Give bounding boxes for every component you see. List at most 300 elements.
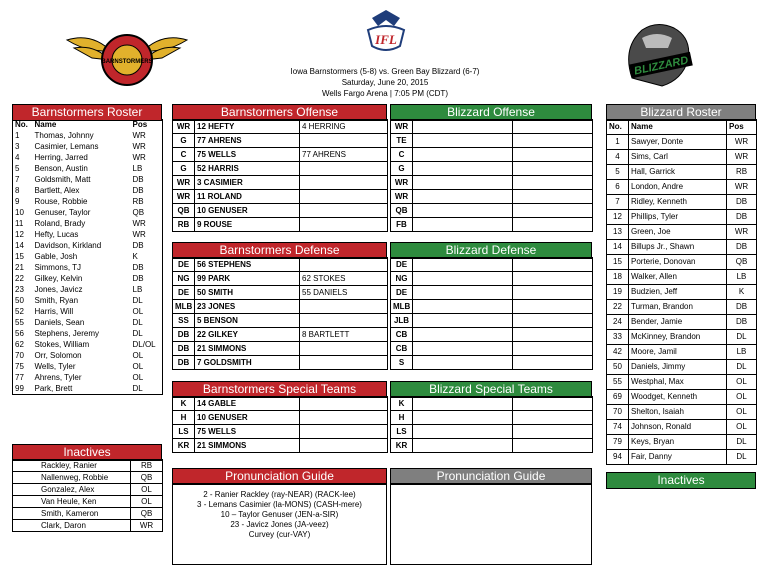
player-name: Keys, Bryan <box>629 435 727 450</box>
starter: 99 PARK <box>195 272 300 286</box>
inactive-name: Clark, Daron <box>13 520 131 532</box>
player-name: Roland, Brady <box>34 218 86 228</box>
table-row <box>607 150 757 165</box>
barnstormers-special-table <box>172 396 388 453</box>
barnstormers-pronunciation-header: Pronunciation Guide <box>172 468 387 485</box>
player-pos: DB <box>131 185 163 196</box>
barnstormers-defense-table <box>172 257 388 370</box>
table-row <box>173 218 388 232</box>
player-pos: DB <box>727 315 757 330</box>
player-pos: DL/OL <box>131 339 163 350</box>
backup <box>300 204 388 218</box>
player-pos: DL <box>131 383 163 395</box>
col-number: No. <box>607 120 629 135</box>
backup <box>513 286 593 300</box>
player-number: 12 <box>607 210 629 225</box>
player-number: 4 <box>607 150 629 165</box>
matchup-title: Iowa Barnstormers (5-8) vs. Green Bay Blizzard (6-7) <box>290 67 480 76</box>
player-pos: DB <box>727 210 757 225</box>
position: WR <box>391 190 413 204</box>
table-row <box>13 350 163 361</box>
barnstormers-offense-table <box>172 119 388 232</box>
player-pos: DL <box>131 295 163 306</box>
barnstormers-inactives-header: Inactives <box>12 444 162 461</box>
player-name: Daniels, Jimmy <box>629 360 727 375</box>
table-row <box>173 411 388 425</box>
player-number: 15 <box>607 255 629 270</box>
inactive-pos: OL <box>131 484 163 496</box>
table-row <box>607 195 757 210</box>
table-row <box>13 207 163 218</box>
position: JLB <box>391 314 413 328</box>
pronunciation-line: Curvey (cur-VAY) <box>248 530 311 539</box>
player-pos: DB <box>727 240 757 255</box>
player-name: Rouse, Robbie <box>34 196 88 206</box>
table-row <box>13 262 163 273</box>
table-row <box>391 272 593 286</box>
table-row <box>391 134 593 148</box>
backup: 55 DANIELS <box>300 286 388 300</box>
player-name: Davidson, Kirkland <box>34 240 102 250</box>
backup <box>513 218 593 232</box>
backup <box>513 425 593 439</box>
table-row <box>607 300 757 315</box>
player-pos: DB <box>131 262 163 273</box>
starter <box>413 258 513 272</box>
player-number: 50 <box>607 360 629 375</box>
player-number: 22 <box>607 300 629 315</box>
starter: 21 SIMMONS <box>195 342 300 356</box>
inactive-pos: OL <box>131 496 163 508</box>
player-name: Budzien, Jeff <box>629 285 727 300</box>
table-row <box>13 317 163 328</box>
position: SS <box>173 314 195 328</box>
inactive-name: Gonzalez, Alex <box>13 484 131 496</box>
starter <box>413 328 513 342</box>
player-name: Stephens, Jeremy <box>34 328 99 338</box>
player-number: 11 <box>13 218 33 229</box>
starter: 52 HARRIS <box>195 162 300 176</box>
table-row <box>391 425 593 439</box>
table-row <box>607 435 757 450</box>
player-number: 79 <box>607 435 629 450</box>
position: DB <box>173 356 195 370</box>
table-row <box>607 390 757 405</box>
backup <box>513 258 593 272</box>
game-date: Saturday, June 20, 2015 <box>341 78 429 87</box>
table-row <box>173 300 388 314</box>
player-number: 12 <box>13 229 33 240</box>
player-name: McKinney, Brandon <box>629 330 727 345</box>
position: G <box>173 134 195 148</box>
player-number: 50 <box>13 295 33 306</box>
position: DB <box>173 342 195 356</box>
player-name: Phillips, Tyler <box>629 210 727 225</box>
table-row <box>607 210 757 225</box>
table-row <box>13 273 163 284</box>
table-row <box>607 225 757 240</box>
position: H <box>391 411 413 425</box>
table-row <box>173 258 388 272</box>
table-row <box>173 190 388 204</box>
starter <box>413 176 513 190</box>
table-row <box>13 163 163 174</box>
player-pos: QB <box>727 255 757 270</box>
inactive-name: Van Heule, Ken <box>13 496 131 508</box>
starter <box>413 286 513 300</box>
table-row <box>173 162 388 176</box>
player-pos: LB <box>131 163 163 174</box>
table-row <box>391 356 593 370</box>
starter <box>413 425 513 439</box>
player-pos: DB <box>131 240 163 251</box>
inactive-pos: QB <box>131 472 163 484</box>
starter <box>413 397 513 411</box>
player-name: Harris, Will <box>34 306 74 316</box>
blizzard-pronunciation-box <box>390 483 592 565</box>
blizzard-defense-table <box>390 257 593 370</box>
table-row <box>607 315 757 330</box>
table-row <box>13 229 163 240</box>
position: DE <box>173 258 195 272</box>
position: WR <box>173 120 195 134</box>
position: S <box>391 356 413 370</box>
player-number: 14 <box>607 240 629 255</box>
player-number: 55 <box>607 375 629 390</box>
player-number: 1 <box>607 135 629 150</box>
table-row <box>13 306 163 317</box>
player-pos: OL <box>131 372 163 383</box>
player-pos: DB <box>727 300 757 315</box>
blizzard-offense-table <box>390 119 593 232</box>
table-row <box>173 134 388 148</box>
player-name: Porterie, Donovan <box>629 255 727 270</box>
player-name: Green, Joe <box>629 225 727 240</box>
player-name: Ridley, Kenneth <box>629 195 727 210</box>
player-pos: DL <box>727 330 757 345</box>
player-name: Westphal, Max <box>629 375 727 390</box>
table-row <box>173 397 388 411</box>
backup <box>513 162 593 176</box>
table-row <box>391 176 593 190</box>
player-name: Woodget, Kenneth <box>629 390 727 405</box>
table-row <box>173 286 388 300</box>
table-row <box>173 425 388 439</box>
position: CB <box>391 328 413 342</box>
player-name: Sims, Carl <box>629 150 727 165</box>
backup <box>300 258 388 272</box>
player-number: 14 <box>13 240 33 251</box>
player-pos: LB <box>131 284 163 295</box>
player-pos: WR <box>131 218 163 229</box>
player-number: 6 <box>607 180 629 195</box>
player-number: 69 <box>607 390 629 405</box>
position: DE <box>391 258 413 272</box>
table-row <box>13 508 163 520</box>
starter: 7 GOLDSMITH <box>195 356 300 370</box>
backup <box>300 190 388 204</box>
ifl-logo <box>360 8 412 60</box>
starter <box>413 218 513 232</box>
table-row <box>173 328 388 342</box>
position: MLB <box>173 300 195 314</box>
blizzard-defense-header: Blizzard Defense <box>390 242 592 259</box>
inactive-name: Nallenweg, Robbie <box>13 472 131 484</box>
player-pos: OL <box>727 420 757 435</box>
player-number: 70 <box>607 405 629 420</box>
player-name: Walker, Allen <box>629 270 727 285</box>
position: G <box>391 162 413 176</box>
backup <box>513 314 593 328</box>
starter: 9 ROUSE <box>195 218 300 232</box>
player-number: 18 <box>607 270 629 285</box>
backup <box>513 120 593 134</box>
player-name: Bender, Jamie <box>629 315 727 330</box>
starter <box>413 272 513 286</box>
starter: 3 CASIMIER <box>195 176 300 190</box>
table-row <box>391 148 593 162</box>
position: DE <box>173 286 195 300</box>
player-pos: WR <box>727 225 757 240</box>
table-row <box>173 204 388 218</box>
table-row <box>607 255 757 270</box>
position: DE <box>391 286 413 300</box>
table-row <box>391 204 593 218</box>
pronunciation-line: 3 - Lemans Casimier (la-MONS) (CASH-mere) <box>197 500 362 509</box>
table-row <box>391 397 593 411</box>
table-row <box>13 141 163 152</box>
table-row <box>607 405 757 420</box>
position: C <box>391 148 413 162</box>
player-pos: QB <box>131 207 163 218</box>
blizzard-logo <box>612 18 702 92</box>
player-name: Stokes, William <box>34 339 90 349</box>
table-row <box>607 240 757 255</box>
player-name: Benson, Austin <box>34 163 88 173</box>
starter: 12 HEFTY <box>195 120 300 134</box>
backup <box>513 411 593 425</box>
backup <box>300 300 388 314</box>
backup <box>513 190 593 204</box>
player-number: 7 <box>607 195 629 210</box>
player-pos: WR <box>131 229 163 240</box>
barnstormers-inactives-table <box>12 459 163 532</box>
position: K <box>391 397 413 411</box>
barnstormers-logo-text: BARNSTORMERS <box>101 59 153 65</box>
player-name: Gable, Josh <box>34 251 78 261</box>
player-pos: LB <box>727 345 757 360</box>
player-name: London, Andre <box>629 180 727 195</box>
position: LS <box>173 425 195 439</box>
backup: 77 AHRENS <box>300 148 388 162</box>
player-name: Billups Jr., Shawn <box>629 240 727 255</box>
position: LS <box>391 425 413 439</box>
player-pos: OL <box>727 375 757 390</box>
starter: 50 SMITH <box>195 286 300 300</box>
table-row <box>173 439 388 453</box>
pronunciation-line: 10 – Taylor Genuser (JEN-a-SIR) <box>220 510 339 519</box>
table-row <box>391 190 593 204</box>
player-name: Smith, Ryan <box>34 295 79 305</box>
table-row <box>13 372 163 383</box>
player-pos: OL <box>727 405 757 420</box>
table-row <box>13 174 163 185</box>
player-pos: WR <box>131 152 163 163</box>
player-pos: WR <box>131 130 163 141</box>
player-name: Daniels, Sean <box>34 317 85 327</box>
starter <box>413 120 513 134</box>
starter <box>413 356 513 370</box>
table-row <box>607 420 757 435</box>
table-row <box>13 472 163 484</box>
barnstormers-pronunciation-box <box>172 483 387 565</box>
position: NG <box>391 272 413 286</box>
position: K <box>173 397 195 411</box>
barnstormers-defense-header: Barnstormers Defense <box>172 242 387 259</box>
col-pos: Pos <box>131 119 163 130</box>
table-row <box>607 135 757 150</box>
table-row <box>391 411 593 425</box>
player-pos: WR <box>727 135 757 150</box>
player-pos: WR <box>727 180 757 195</box>
position: G <box>173 162 195 176</box>
player-pos: DL <box>131 328 163 339</box>
table-row <box>607 375 757 390</box>
starter: 77 AHRENS <box>195 134 300 148</box>
table-row <box>13 328 163 339</box>
backup <box>513 328 593 342</box>
starter: 56 STEPHENS <box>195 258 300 272</box>
table-row <box>13 520 163 532</box>
blizzard-roster-header: Blizzard Roster <box>606 104 756 121</box>
table-row <box>607 330 757 345</box>
player-number: 55 <box>13 317 33 328</box>
barnstormers-roster-header: Barnstormers Roster <box>12 104 162 121</box>
blizzard-special-table <box>390 396 593 453</box>
player-pos: WR <box>727 150 757 165</box>
table-row <box>13 284 163 295</box>
table-row <box>607 180 757 195</box>
backup <box>300 218 388 232</box>
player-name: Orr, Solomon <box>34 350 82 360</box>
starter <box>413 162 513 176</box>
player-pos: RB <box>131 196 163 207</box>
player-number: 7 <box>13 174 33 185</box>
player-pos: DL <box>727 450 757 465</box>
backup <box>300 176 388 190</box>
backup <box>300 356 388 370</box>
player-number: 15 <box>13 251 33 262</box>
player-name: Park, Brett <box>33 383 131 395</box>
table-row <box>13 496 163 508</box>
table-row <box>607 285 757 300</box>
player-name: Ahrens, Tyler <box>34 372 82 382</box>
table-row <box>173 356 388 370</box>
player-number: 77 <box>13 372 33 383</box>
player-number: 8 <box>13 185 33 196</box>
player-name: Turman, Brandon <box>629 300 727 315</box>
position: DB <box>173 328 195 342</box>
player-name: Hall, Garrick <box>629 165 727 180</box>
roster-header-row <box>607 120 757 135</box>
backup <box>300 411 388 425</box>
player-number: 94 <box>607 450 629 465</box>
starter <box>413 148 513 162</box>
position: NG <box>173 272 195 286</box>
table-row <box>391 328 593 342</box>
backup: 4 HERRING <box>300 120 388 134</box>
player-pos: LB <box>727 270 757 285</box>
position: RB <box>173 218 195 232</box>
starter <box>413 134 513 148</box>
barnstormers-roster-table <box>12 119 163 395</box>
player-number: 4 <box>13 152 33 163</box>
player-number: 21 <box>13 262 33 273</box>
blizzard-offense-header: Blizzard Offense <box>390 104 592 121</box>
position: WR <box>391 176 413 190</box>
position: FB <box>391 218 413 232</box>
position: H <box>173 411 195 425</box>
inactive-pos: WR <box>131 520 163 532</box>
backup <box>300 162 388 176</box>
backup <box>513 134 593 148</box>
table-row <box>13 361 163 372</box>
table-row <box>391 218 593 232</box>
starter <box>413 204 513 218</box>
starter <box>413 314 513 328</box>
player-name: Hefty, Lucas <box>34 229 79 239</box>
table-row <box>173 314 388 328</box>
player-number: 74 <box>607 420 629 435</box>
blizzard-special-header: Blizzard Special Teams <box>390 381 592 398</box>
table-row <box>13 484 163 496</box>
starter <box>413 190 513 204</box>
player-pos: OL <box>131 306 163 317</box>
position: TE <box>391 134 413 148</box>
table-row <box>13 130 163 141</box>
table-row <box>13 152 163 163</box>
player-number: 99 <box>13 383 33 395</box>
player-pos: DL <box>727 360 757 375</box>
player-number: 42 <box>607 345 629 360</box>
blizzard-inactives-header: Inactives <box>606 472 756 489</box>
player-pos: DB <box>131 273 163 284</box>
table-row <box>13 460 163 472</box>
inactive-name: Rackley, Ranier <box>13 460 131 472</box>
table-row <box>391 162 593 176</box>
position: QB <box>391 204 413 218</box>
table-row <box>607 345 757 360</box>
table-row <box>173 120 388 134</box>
player-number: 75 <box>13 361 33 372</box>
player-pos: DL <box>727 435 757 450</box>
pronunciation-line: 2 - Ranier Rackley (ray-NEAR) (RACK-lee) <box>203 490 356 499</box>
table-row <box>173 176 388 190</box>
starter <box>413 439 513 453</box>
blizzard-logo-text: BLIZZARD <box>633 54 690 78</box>
table-row <box>13 185 163 196</box>
starter <box>413 411 513 425</box>
backup <box>513 204 593 218</box>
backup <box>300 397 388 411</box>
position: WR <box>173 190 195 204</box>
starter: 10 GENUSER <box>195 204 300 218</box>
table-row <box>391 120 593 134</box>
starter: 75 WELLS <box>195 425 300 439</box>
game-venue: Wells Fargo Arena | 7:05 PM (CDT) <box>322 89 448 98</box>
starter: 75 WELLS <box>195 148 300 162</box>
inactive-pos: QB <box>131 508 163 520</box>
